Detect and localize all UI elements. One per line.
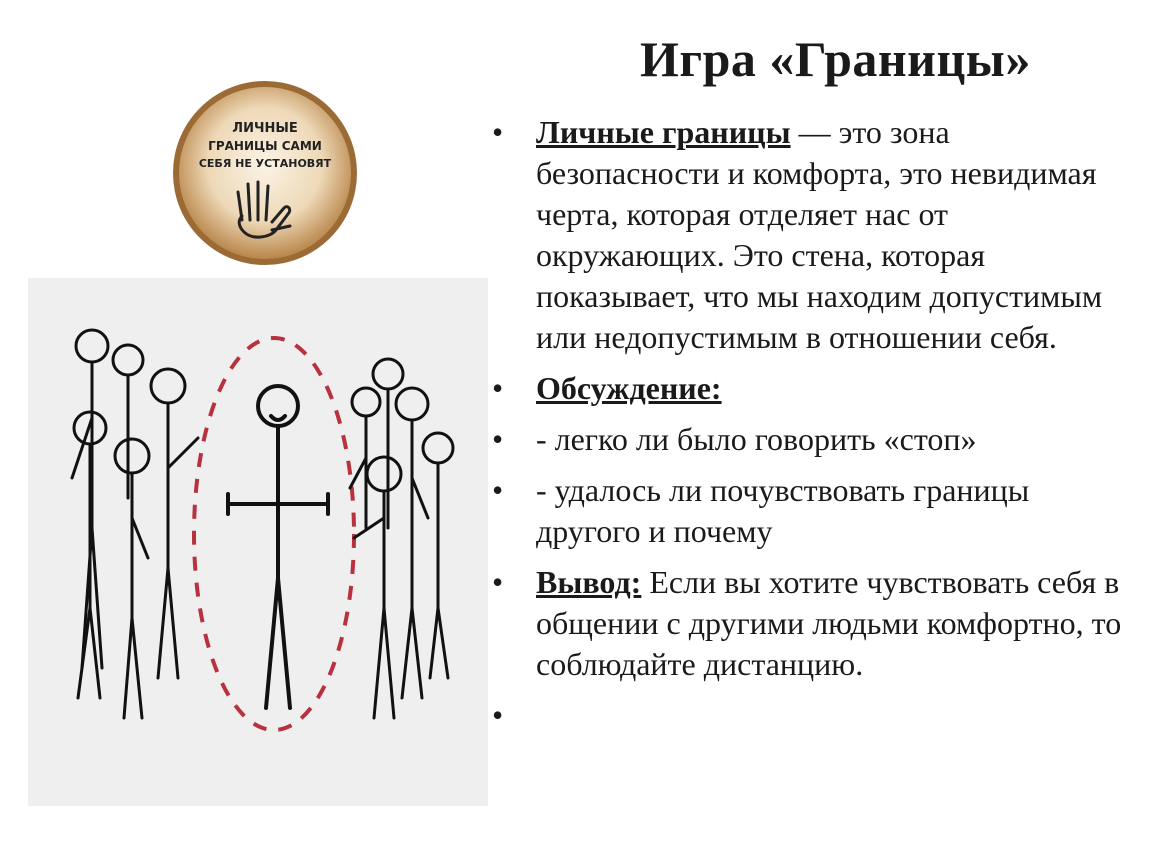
- term-personal-boundaries: Личные границы: [536, 114, 791, 150]
- badge-line-3: СЕБЯ НЕ УСТАНОВЯТ: [198, 157, 332, 170]
- conclusion-text: Если вы хотите чувствовать себя в общении с другими людьми комфортно, то соблюдайте дистанцию.: [536, 564, 1122, 682]
- term-discussion: Обсуждение:: [536, 370, 722, 406]
- bullet-question-stop: [492, 419, 1132, 460]
- badge-line-1: ЛИЧНЫЕ: [232, 121, 298, 136]
- bullet-discussion: [492, 368, 1132, 409]
- content-bullet-list: [492, 112, 1132, 746]
- question-stop-text: - легко ли было говорить «стоп»: [536, 421, 977, 457]
- bullet-definition: [492, 112, 1132, 358]
- bullet-empty: [492, 695, 1132, 736]
- slide-title: Игра «Границы»: [640, 31, 1031, 87]
- bullet-dot: •: [492, 114, 504, 150]
- term-conclusion: Вывод:: [536, 564, 642, 600]
- badge-line-2: ГРАНИЦЫ САМИ: [208, 139, 322, 153]
- bullet-dot: •: [492, 472, 504, 508]
- question-feel-text: - удалось ли почувствовать границы другого и почему: [536, 472, 1030, 549]
- boundaries-badge: [172, 80, 358, 266]
- bullet-conclusion: [492, 562, 1132, 685]
- bullet-question-feel: [492, 470, 1132, 552]
- stick-figures-illustration: [28, 278, 488, 806]
- bullet-dot: •: [492, 421, 504, 457]
- definition-text: — это зона безопасности и комфорта, это невидимая черта, которая отделяет нас от окружающих. Это стена, которая показывает, что мы находим допустимым или недопустимым в отношении себя.: [536, 114, 1103, 355]
- bullet-dot: •: [492, 370, 504, 406]
- bullet-dot: •: [492, 697, 504, 733]
- bullet-dot: •: [492, 564, 504, 600]
